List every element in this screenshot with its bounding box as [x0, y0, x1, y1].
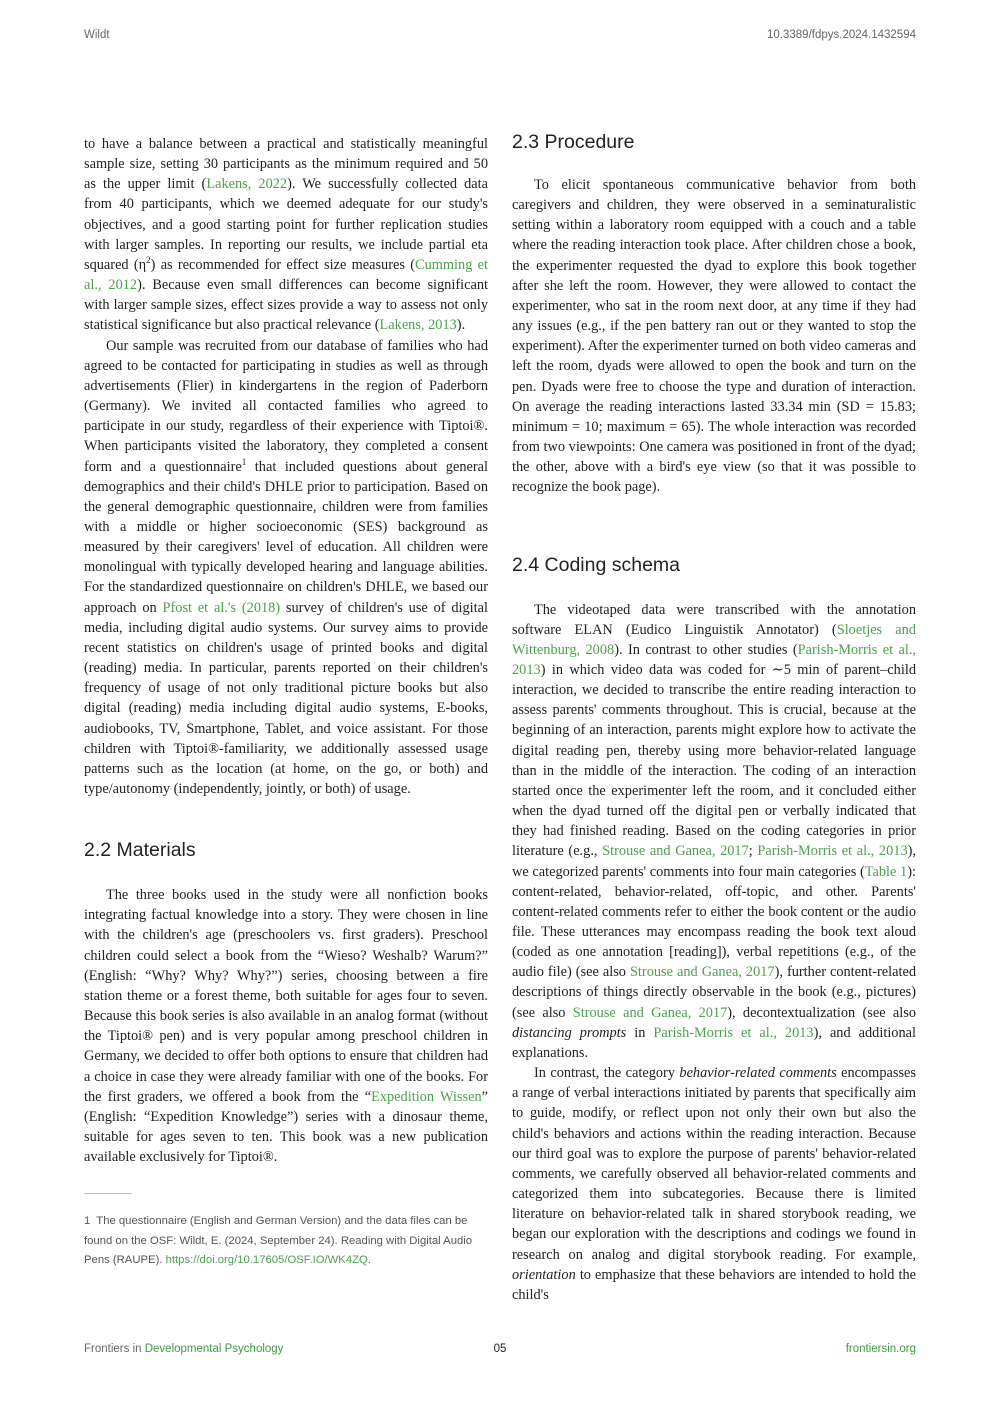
citation-strouse-2017[interactable]: Strouse and Ganea, 2017 [602, 843, 749, 860]
citation-parish-morris-2013[interactable]: Parish-Morris et al., 2013 [653, 1024, 814, 1041]
header-doi: 10.3389/fdpys.2024.1432594 [767, 29, 916, 41]
section-heading-materials: 2.2 Materials [84, 839, 196, 862]
header-author: Wildt [84, 29, 110, 41]
paragraph-recruitment: Our sample was recruited from our database of families who had agreed to be contacted for participating in studies as well as through advertisements (Flier) in kindergartens in the region of Paderborn (Germany). We invited all contacted families who agreed to participate in our study, regardless of their experience with Tiptoi®. When participants visited the laboratory, they completed a consent form and a questionnaire$^1$ that included questions about general demographics and their child's DHLE prior to participation. Based on the general demographic questionnaire, children were from families with a middle or higher socioeconomic (SES) background as measured by their caregivers' level of education. All children were monolingual with typically developed hearing and language abilities. For the standardized questionnaire on children's DHLE, we based our approach on Pfost et al.'s (2018) survey of children's use of digital media, including digital audio systems. Our survey aims to provide recent statistics on children's usage of printed books and digital (reading) media. In particular, parents reported on their children's frequency of usage of not only traditional picture books but also digital (reading) media including digital audio systems, E-books, audiobooks, TV, Smartphone, Tablet, and voice assistant. For those children with Tiptoi®-familiarity, we additionally assessed usage patterns such as the location (at home, on the go, or both) and type/autonomy (independently, jointly, or both) of usage. [84, 337, 488, 797]
footnote-osf-link[interactable]: https://doi.org/10.17605/OSF.IO/WK4ZQ [165, 1254, 368, 1267]
footnote-divider [84, 1193, 132, 1194]
left-column [84, 134, 488, 1271]
citation-lakens-2022[interactable]: Lakens, 2022 [206, 176, 288, 193]
paragraph-coding: The videotaped data were transcribed with the annotation software ELAN (Eudico Linguistik Annotator) (Sloetjes and Wittenburg, 2008). In contrast to other studies (Parish-Morris et al., 2013) in which video data was coded for ∼5 min of parent–child interaction, we decided to transcribe the entire reading interaction to assess parents' comments throughout. This is crucial, because at the beginning of an interaction, parents might explore how to activate the digital reading pen, thereby using more behavior-related language than in the middle of the interaction. The coding of an interaction started once the experimenter left the room, and it concluded either when the dyad turned off the digital pen or verbally indicated that they had finished reading. Based on the coding categories in prior literature (e.g., Strouse and Ganea, 2017; Parish-Morris et al., 2013), we categorized parents' comments into four main categories (Table 1): content-related, behavior-related, off-topic, and other. Parents' content-related comments refer to either the book content or the audio file. These utterances may encompass reading the book text aloud (coded as one annotation [reading]), verbal repetitions (e.g., of the audio file) (see also Strouse and Ganea, 2017), further content-related descriptions of things directly observable in the book (e.g., pictures) (see also Strouse and Ganea, 2017), decontextualization (see also distancing prompts in Parish-Morris et al., 2013), and additional explanations. [512, 601, 917, 1061]
citation-sloetjes-2008[interactable]: Sloetjes and Wittenburg, 2008 [512, 621, 917, 658]
link-table-1[interactable]: Table 1 [864, 863, 908, 880]
citation-parish-morris-2013[interactable]: Parish-Morris et al., 2013 [512, 641, 917, 678]
paragraph-procedure: To elicit spontaneous communicative behavior from both caregivers and children, they were observed in a seminaturalistic setting within a laboratory room equipped with a couch and a table where the reading interaction took place. After children chose a book, the experimenter requested the dyad to explore this book together after she left the room. However, they were allowed to contact the experimenter, who sat in the room next door, at any time if they had any issues (e.g., if the pen battery ran out or they wanted to stop the experiment). After the experimenter turned on both video cameras and left the room, dyads were allowed to open the book and turn on the pen. Dyads were free to choose the type and duration of interaction. On average the reading interactions lasted 33.34 min (SD = 15.83; minimum = 10; maximum = 65). The whole interaction was recorded from two viewpoints: One camera was positioned in front of the dyad; the other, above with a bird's eye view (so that it was possible to recognize the book page). [512, 177, 916, 496]
citation-strouse-2017[interactable]: Strouse and Ganea, 2017 [629, 964, 775, 981]
citation-pfost-2018[interactable]: Pfost et al.'s (2018) [162, 599, 281, 616]
footnote-marker[interactable]: 1 [241, 456, 247, 467]
footer-site-link[interactable]: frontiersin.org [845, 1343, 916, 1355]
footer-journal: Frontiers in Developmental Psychology [84, 1343, 284, 1355]
link-expedition-wissen[interactable]: Expedition Wissen [371, 1088, 482, 1105]
running-header [84, 29, 916, 41]
right-column [512, 129, 916, 1305]
section-heading-procedure: 2.3 Procedure [512, 131, 635, 153]
paragraph-materials: The three books used in the study were all nonfiction books integrating factual knowledge into a story. They were chosen in line with the children's age (preschoolers vs. first graders). Preschool children could select a book from the “Wieso? Weshalb? Warum?” (English: “Why? Why? Why?”) series, choosing between a fire station theme or a forest theme, both suitable for ages four to seven. Because this book series is also available in an analog format (without the Tiptoi® pen) and is very popular among preschool children in Germany, we decided to offer both options to ensure that children had a choice in case they were already familiar with one of the books. For the first graders, we offered a book from the “Expedition Wissen” (English: “Expedition Knowledge”) series with a dinosaur theme, suitable for ages seven to ten. This book was a new publication available exclusively for Tiptoi®. [84, 887, 489, 1166]
citation-lakens-2013[interactable]: Lakens, 2013 [379, 317, 457, 334]
footnote-number: 1 [84, 1215, 91, 1228]
footer-journal-link[interactable]: Developmental Psychology [144, 1343, 284, 1355]
paragraph-sample-size: to have a balance between a practical and statistically meaningful sample size, setting 30 participants as the minimum required and 50 as the upper limit (Lakens, 2022). We successfully collected data from 40 participants, which we deemed adequate for our study's objectives, and a good starting point for further replication studies with larger samples. In reporting our results, we include partial eta squared $(\eta^2)$ as recommended for effect size measures (Cumming et al., 2012). Because even small differences can become significant with larger sample sizes, effect sizes provide a way to assess not only statistical significance but also practical relevance (Lakens, 2013). [84, 136, 489, 334]
citation-cumming-2012[interactable]: Cumming et al., 2012 [84, 256, 488, 294]
footnote: 1 The questionnaire (English and German Version) and the data files can be found on the OSF: Wildt, E. (2024, September 24). Reading with Digital Audio Pens (RAUPE). https://doi.org/10.17605/OSF.IO/WK4ZQ. [84, 1215, 473, 1267]
paragraph-behavior-comments: In contrast, the category behavior-related comments encompasses a range of verbal interactions initiated by parents that specifically aim to guide, modify, or reflect upon not only their own but also the child's behaviors and actions within the reading interaction. Because our third goal was to explore the purpose of parents' behavior-related comments, we carefully observed all behavior-related comments and categorized them into subcategories. Because there is limited literature on behavior-related talk in shared storybook reading, we began our exploration with the descriptions and codings we found in research on analog and digital storybook reading. For example, orientation to emphasize that these behaviors are intended to hold the child's [512, 1065, 916, 1303]
section-heading-coding-schema: 2.4 Coding schema [512, 553, 681, 576]
page-footer [84, 1343, 916, 1355]
citation-strouse-2017[interactable]: Strouse and Ganea, 2017 [572, 1004, 728, 1021]
page-number: 05 [493, 1343, 507, 1355]
citation-parish-morris-2013[interactable]: Parish-Morris et al., 2013 [757, 843, 908, 860]
